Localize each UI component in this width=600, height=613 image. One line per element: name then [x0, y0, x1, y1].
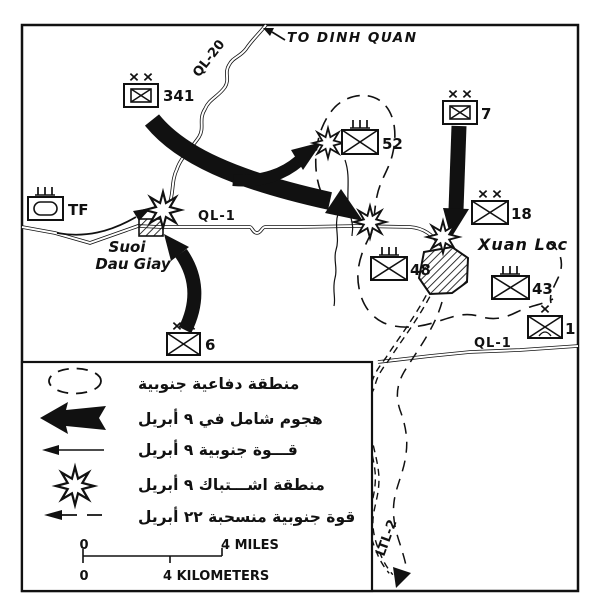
attack-arrows: [152, 120, 469, 330]
scale-km-label: 4 KILOMETERS: [163, 569, 270, 584]
armor-oval-icon: [34, 202, 57, 215]
unit-1: [528, 306, 575, 338]
burst-ql1: [354, 206, 386, 238]
unit-43-label: 43: [532, 280, 553, 298]
legend-item-4-text: منطقة اشـــتباك ٩ أبريل: [138, 476, 325, 494]
unit-52-label: 52: [382, 135, 403, 153]
legend-engagement-burst-icon: [56, 467, 94, 505]
burst-suoi-dau-giay: [145, 192, 181, 228]
road-label-ltl2: LTL-2: [373, 517, 401, 559]
legend-item-1-text: منطقة دفاعية جنوبية: [138, 375, 300, 393]
echelon-xx-icon: [130, 74, 137, 81]
unit-7-label: 7: [481, 105, 492, 123]
attack-arrow-from-341: [152, 120, 363, 221]
road-label-ql20: QL-20: [190, 37, 229, 81]
attack-arrow-from-6: [164, 234, 194, 330]
unit-7: [443, 91, 491, 124]
unit-1-label: 1: [565, 320, 576, 338]
unit-6-label: 6: [205, 336, 216, 354]
scale-km-zero: 0: [79, 569, 89, 584]
place-suoi-line2: Dau Giay: [95, 255, 171, 273]
legend-item-5-text: قوة جنوبية منسحبة ٢٢ أبريل: [138, 508, 356, 526]
unit-18-label: 18: [511, 205, 532, 223]
withdrawal-arrowhead: [393, 567, 411, 588]
legend: [22, 362, 372, 591]
place-suoi-line1: Suoi: [108, 238, 146, 256]
burst-near-52: [313, 128, 343, 158]
unit-341-label: 341: [163, 87, 195, 105]
echelon-iii-icon: [379, 247, 399, 255]
unit-43: [492, 266, 553, 299]
unit-341: [124, 74, 194, 107]
echelon-iii-icon: [35, 187, 55, 195]
legend-item-3-text: قـــوة جنوبية ٩ أبريل: [138, 441, 298, 459]
road-label-ql1-west: QL-1: [198, 209, 236, 224]
unit-18: [472, 191, 532, 224]
unit-48-label: 48: [410, 261, 431, 279]
scale-miles-zero: 0: [79, 538, 89, 553]
unit-48: [371, 247, 431, 280]
unit-tf-label: TF: [68, 201, 89, 219]
road-label-ql1-east: QL-1: [474, 336, 512, 351]
unit-tf: [28, 187, 88, 220]
burst-xuan-loc: [427, 221, 459, 253]
destination-label: TO DINH QUAN: [287, 30, 418, 46]
dinh-quan-arrow: [263, 28, 285, 40]
legend-item-2-text: هجوم شامل في ٩ أبريل: [138, 410, 323, 428]
echelon-iii-icon: [350, 120, 370, 128]
echelon-iii-icon: [500, 266, 520, 274]
echelon-xx-icon: [449, 91, 456, 98]
place-xuan-loc: Xuan Loc: [478, 235, 569, 254]
attack-arrow-from-7: [443, 126, 469, 238]
echelon-x-icon: [541, 306, 548, 313]
scale-miles-label: 4 MILES: [221, 538, 279, 553]
echelon-xx-icon: [479, 191, 486, 198]
